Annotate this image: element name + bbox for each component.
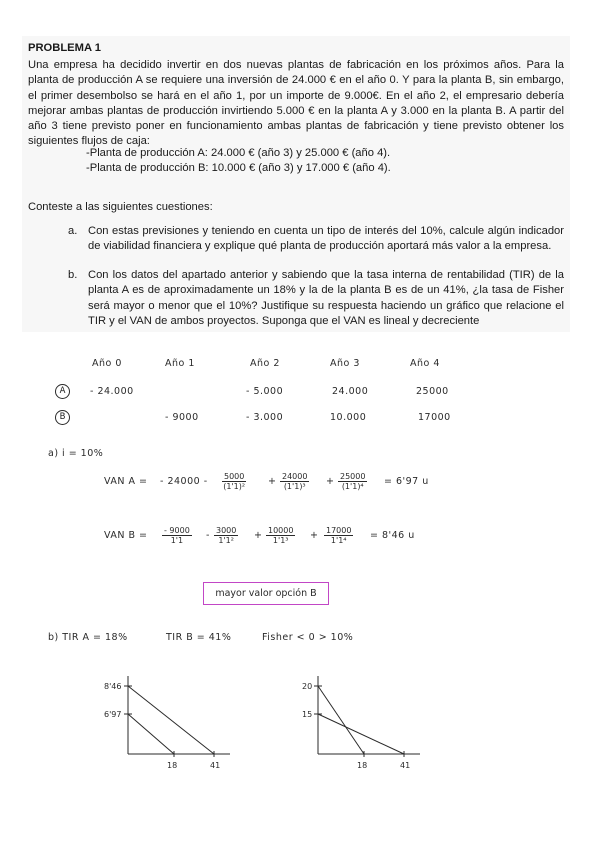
tir-b: TIR B = 41% [166, 632, 232, 643]
question-text: Con estas previsiones y teniendo en cuenta un tipo de interés del 10%, calcule algún indicador de viabilidad financiera y explique qué planta de producción aportará más valor a la empresa. [88, 225, 564, 253]
fraction-numerator: 25000 [340, 472, 366, 481]
question-label: a. [68, 225, 78, 237]
graph-2-line-a [318, 686, 364, 754]
van-a-first-term: - 24000 - [160, 476, 208, 487]
fraction-numerator: 5000 [224, 472, 245, 481]
cell-a-year3: 24.000 [332, 386, 369, 397]
cell-b-year2: - 3.000 [246, 412, 284, 423]
plant-a-marker: A [55, 384, 70, 399]
van-a-result: = 6'97 u [384, 476, 429, 487]
plus-sign: + [310, 530, 319, 541]
fraction-numerator: 10000 [268, 526, 294, 535]
van-b-fraction-3 [324, 526, 353, 545]
graph-1-x-label: 41 [210, 761, 221, 770]
plant-b-marker: B [55, 410, 70, 425]
flow-plant-a: -Planta de producción A: 24.000 € (año 3) y 25.000 € (año 4). [86, 147, 391, 159]
question-text: Con los datos del apartado anterior y sabiendo que la tasa interna de rentabilidad (TIR) de la planta A es de aproximadamente un 18% y la de la planta B es de un 41%, ¿la tasa de Fisher será mayor o menor que el 10%? Justifique su respuesta haciendo un gráfico que relacione el TIR y el VAN de ambos proyectos. Suponga que el VAN es lineal y decreciente [88, 269, 564, 327]
cell-b-year4: 17000 [418, 412, 451, 423]
graph-2-y-label: 20 [302, 682, 313, 691]
cell-a-year4: 25000 [416, 386, 449, 397]
cell-b-year1: - 9000 [165, 412, 199, 423]
graph-1-line-a [128, 714, 174, 754]
van-b-fraction-0 [162, 526, 192, 545]
graph-1-line-b [128, 686, 214, 754]
cash-flows [86, 146, 391, 177]
flow-plant-b: -Planta de producción B: 10.000 € (año 3) y 17.000 € (año 4). [86, 162, 391, 175]
graph-1-x-label: 18 [167, 761, 178, 770]
van-b-result: = 8'46 u [370, 530, 415, 541]
year-header: Año 3 [330, 358, 360, 369]
van-b-fraction-1 [214, 526, 238, 545]
graph-2-line-b [318, 714, 404, 754]
fraction-denominator: (1'1)³ [283, 482, 306, 491]
graph-1-y-label: 8'46 [104, 682, 122, 691]
graph-2-y-label: 15 [302, 710, 313, 719]
problem-title: PROBLEMA 1 [28, 42, 101, 54]
graph-1-y-label: 6'97 [104, 710, 122, 719]
fraction-numerator: 3000 [216, 526, 237, 535]
year-header: Año 0 [92, 358, 122, 369]
fraction-denominator: 1'1⁴ [330, 536, 347, 545]
plus-sign: + [326, 476, 335, 487]
plus-sign: + [268, 476, 277, 487]
graph-2-x-label: 18 [357, 761, 368, 770]
cell-a-year2: - 5.000 [246, 386, 284, 397]
year-header: Año 2 [250, 358, 280, 369]
questions-intro: Conteste a las siguientes cuestiones: [28, 201, 213, 213]
fraction-numerator: 24000 [282, 472, 308, 481]
fraction-denominator: (1'1)² [223, 482, 246, 491]
van-b-label: VAN B = [104, 530, 148, 541]
conclusion-box: mayor valor opción B [203, 582, 329, 605]
minus-sign: - [206, 530, 210, 541]
problem-statement [22, 36, 570, 332]
fraction-denominator: 1'1 [170, 536, 184, 545]
part-a-label: a) i = 10% [48, 448, 104, 459]
plus-sign: + [254, 530, 263, 541]
cell-b-year3: 10.000 [330, 412, 367, 423]
question-label: b. [68, 269, 78, 281]
van-a-label: VAN A = [104, 476, 148, 487]
van-a-fraction-3 [338, 472, 367, 491]
van-a-fraction-2 [280, 472, 309, 491]
van-b-fraction-2 [266, 526, 295, 545]
year-header: Año 1 [165, 358, 195, 369]
part-b-tir-a: b) TIR A = 18% [48, 632, 128, 643]
cell-a-year0: - 24.000 [90, 386, 134, 397]
fraction-numerator: 17000 [326, 526, 352, 535]
fraction-denominator: 1'1² [218, 536, 234, 545]
fisher-rate: Fisher < 0 > 10% [262, 632, 354, 643]
van-a-fraction-1 [222, 472, 246, 491]
graph-2-x-label: 41 [400, 761, 411, 770]
fraction-denominator: 1'1³ [272, 536, 289, 545]
year-header: Año 4 [410, 358, 440, 369]
fraction-numerator: - 9000 [164, 526, 190, 535]
problem-paragraph: Una empresa ha decidido invertir en dos nuevas plantas de fabricación en los próximos años. Para la planta de producción A se requiere una inversión de 24.000 € en el año 0. Y para la planta B, sin embargo, el primer desembolso se hará en el año 1, por un importe de 9.000€. En el año 2, el empresario debería mejorar ambas plantas de producción invirtiendo 5.000 € en la planta A y 3.000 en la planta B. A partir del año 3 tiene previsto poner en funcionamiento ambas plantas de fabricación y tiene previsto obtener los siguientes flujos de caja: [28, 59, 564, 148]
fraction-denominator: (1'1)⁴ [341, 482, 364, 491]
